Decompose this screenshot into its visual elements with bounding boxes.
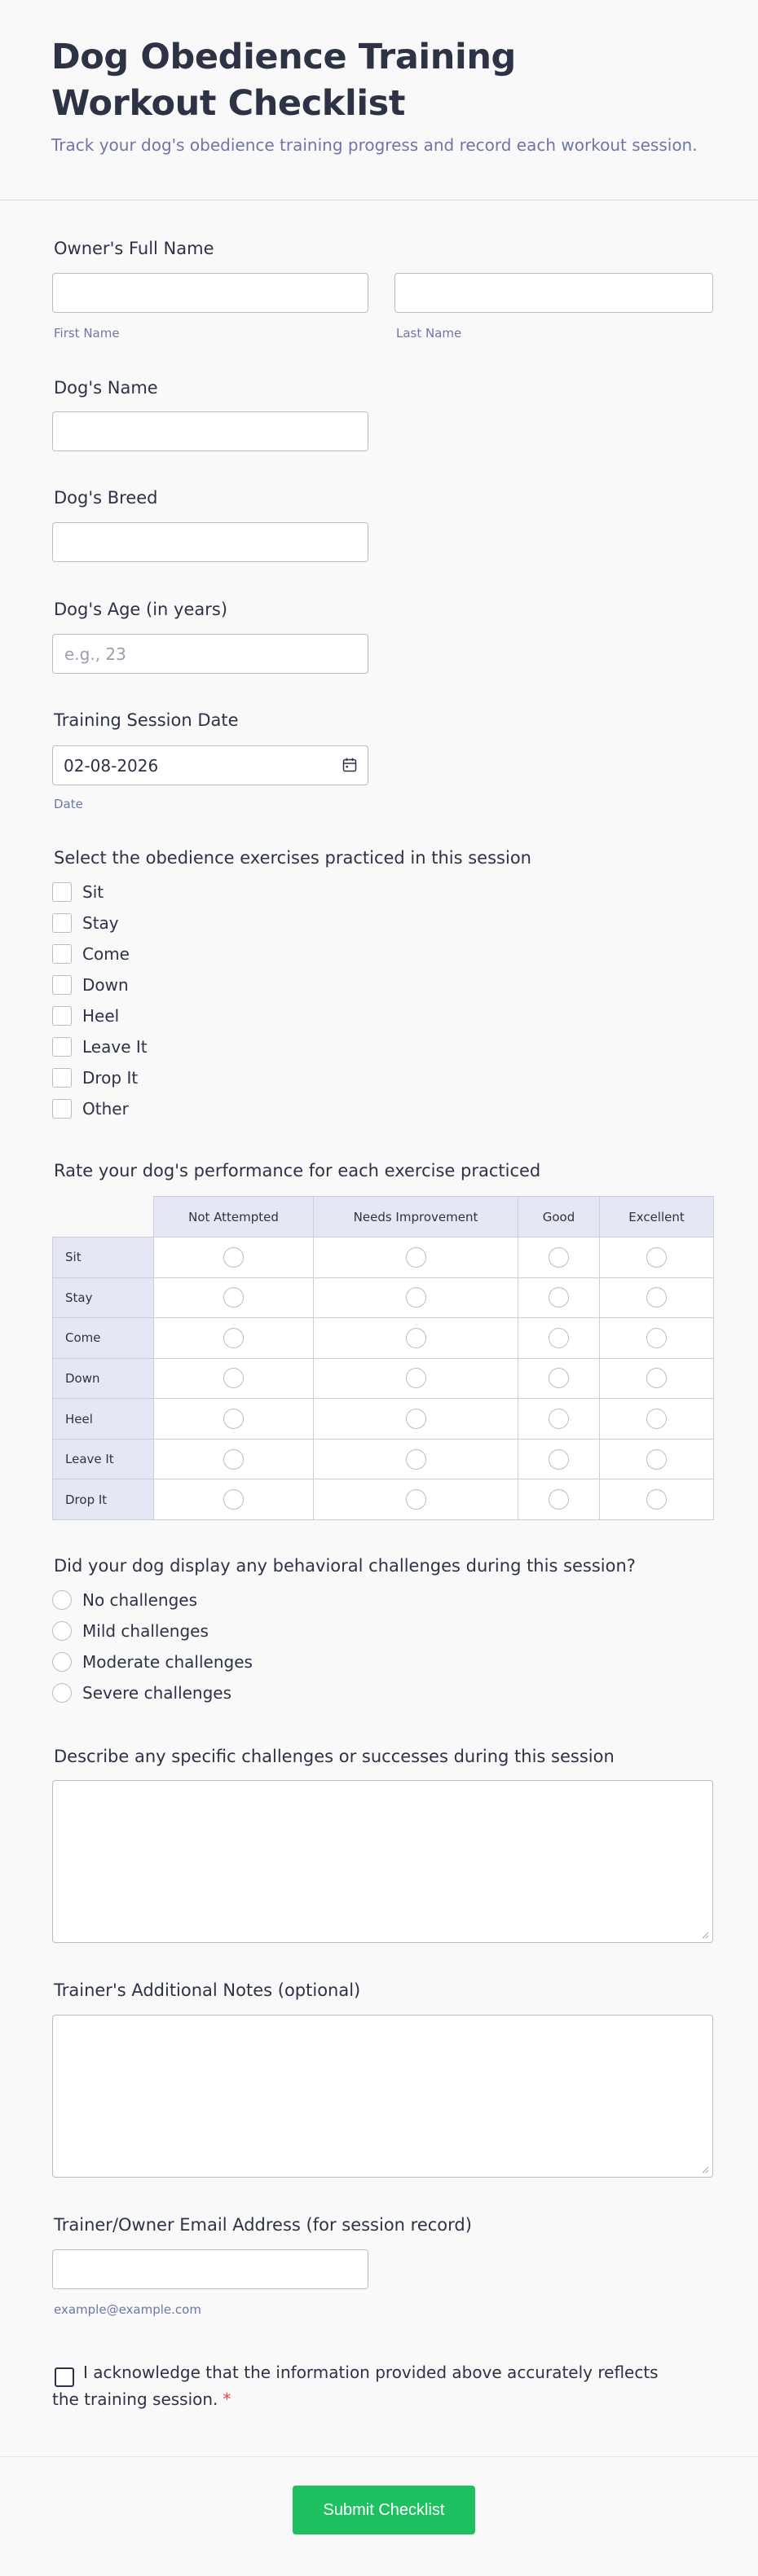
- matrix-row-header: Drop It: [53, 1479, 154, 1520]
- performance-label: Rate your dog's performance for each exercise practiced: [54, 1161, 541, 1180]
- rating-radio[interactable]: [549, 1449, 569, 1470]
- calendar-icon[interactable]: [342, 757, 358, 773]
- matrix-row: [53, 1358, 714, 1399]
- matrix-column-header: Needs Improvement: [314, 1197, 518, 1237]
- rating-radio[interactable]: [646, 1328, 667, 1348]
- behavior-label: Did your dog display any behavioral challenges during this session?: [54, 1556, 636, 1576]
- radio-button[interactable]: [52, 1683, 72, 1703]
- matrix-row-header: Down: [53, 1358, 154, 1399]
- radio-button[interactable]: [52, 1590, 72, 1610]
- resize-handle-icon[interactable]: [701, 1931, 709, 1939]
- matrix-row-header: Leave It: [53, 1439, 154, 1479]
- rating-radio[interactable]: [223, 1368, 244, 1388]
- rating-radio[interactable]: [549, 1489, 569, 1510]
- exercise-option-label: Drop It: [82, 1068, 139, 1088]
- checkbox[interactable]: [52, 1037, 72, 1057]
- dog-name-label: Dog's Name: [54, 378, 158, 398]
- session-date-label: Training Session Date: [54, 710, 239, 730]
- matrix-row-header: Heel: [53, 1399, 154, 1440]
- rating-radio[interactable]: [223, 1328, 244, 1348]
- exercise-option-label: Down: [82, 975, 129, 995]
- email-label: Trainer/Owner Email Address (for session record): [54, 2215, 472, 2235]
- trainer-notes-label: Trainer's Additional Notes (optional): [54, 1980, 361, 2000]
- email-sublabel: example@example.com: [54, 2302, 201, 2317]
- dog-age-input[interactable]: [52, 634, 368, 674]
- rating-radio[interactable]: [646, 1287, 667, 1308]
- session-date-input[interactable]: [52, 745, 368, 785]
- matrix-column-header: Not Attempted: [154, 1197, 314, 1237]
- rating-radio[interactable]: [646, 1449, 667, 1470]
- owner-first-name-input[interactable]: [52, 273, 368, 313]
- behavior-option-label: Moderate challenges: [82, 1652, 253, 1672]
- exercise-option-label: Sit: [82, 882, 104, 902]
- footer-divider: [0, 2456, 758, 2457]
- exercise-option-label: Heel: [82, 1006, 120, 1026]
- checkbox[interactable]: [52, 1068, 72, 1088]
- rating-radio[interactable]: [406, 1328, 426, 1348]
- radio-button[interactable]: [52, 1621, 72, 1641]
- dog-age-label: Dog's Age (in years): [54, 600, 228, 619]
- exercise-option-label: Come: [82, 944, 130, 964]
- matrix-row-header: Sit: [53, 1237, 154, 1278]
- rating-radio[interactable]: [406, 1368, 426, 1388]
- rating-radio[interactable]: [406, 1247, 426, 1268]
- challenges-label: Describe any specific challenges or successes during this session: [54, 1747, 615, 1766]
- behavior-option-label: Mild challenges: [82, 1621, 209, 1641]
- rating-radio[interactable]: [406, 1409, 426, 1429]
- exercise-option-label: Other: [82, 1099, 129, 1119]
- checkbox[interactable]: [52, 913, 72, 933]
- exercise-option-label: Stay: [82, 913, 119, 933]
- rating-radio[interactable]: [549, 1247, 569, 1268]
- form-header: [0, 0, 758, 200]
- dog-breed-input[interactable]: [52, 522, 368, 562]
- trainer-notes-textarea[interactable]: [52, 2015, 713, 2178]
- owner-last-name-input[interactable]: [394, 273, 713, 313]
- email-input[interactable]: [52, 2249, 368, 2289]
- matrix-row: [53, 1277, 714, 1318]
- behavior-option-label: No challenges: [82, 1590, 197, 1610]
- dog-name-input[interactable]: [52, 411, 368, 451]
- checkbox[interactable]: [52, 1006, 72, 1026]
- rating-radio[interactable]: [549, 1409, 569, 1429]
- rating-radio[interactable]: [646, 1409, 667, 1429]
- rating-radio[interactable]: [406, 1287, 426, 1308]
- rating-radio[interactable]: [223, 1287, 244, 1308]
- session-date-sublabel: Date: [54, 797, 83, 811]
- resize-handle-icon[interactable]: [701, 2165, 709, 2174]
- matrix-row-header: Stay: [53, 1277, 154, 1318]
- dog-breed-label: Dog's Breed: [54, 488, 158, 508]
- challenges-textarea[interactable]: [52, 1780, 713, 1943]
- rating-radio[interactable]: [223, 1247, 244, 1268]
- checkbox[interactable]: [52, 882, 72, 902]
- session-date-value: 02-08-2026: [64, 756, 159, 776]
- matrix-row: [53, 1399, 714, 1440]
- acknowledgment-text: I acknowledge that the information provided above accurately reflects the training session.: [52, 2363, 659, 2409]
- rating-radio[interactable]: [549, 1368, 569, 1388]
- rating-radio[interactable]: [223, 1409, 244, 1429]
- first-name-sublabel: First Name: [54, 326, 120, 341]
- matrix-corner: [53, 1197, 154, 1237]
- radio-button[interactable]: [52, 1652, 72, 1672]
- rating-radio[interactable]: [223, 1489, 244, 1510]
- matrix-column-header: Excellent: [600, 1197, 714, 1237]
- checkbox[interactable]: [52, 1099, 72, 1119]
- rating-radio[interactable]: [549, 1287, 569, 1308]
- exercises-label: Select the obedience exercises practiced in this session: [54, 848, 531, 868]
- matrix-column-header: Good: [518, 1197, 600, 1237]
- form-title: Dog Obedience Training Workout Checklist: [51, 37, 516, 124]
- matrix-row: [53, 1237, 714, 1278]
- required-asterisk: *: [223, 2389, 231, 2409]
- rating-radio[interactable]: [223, 1449, 244, 1470]
- behavior-option-label: Severe challenges: [82, 1683, 232, 1703]
- matrix-row: [53, 1439, 714, 1479]
- matrix-row: [53, 1479, 714, 1520]
- owner-name-label: Owner's Full Name: [54, 239, 214, 258]
- submit-button[interactable]: Submit Checklist: [293, 2486, 475, 2534]
- rating-radio[interactable]: [646, 1247, 667, 1268]
- rating-radio[interactable]: [406, 1449, 426, 1470]
- rating-radio[interactable]: [646, 1489, 667, 1510]
- form-description: Track your dog's obedience training progress and record each workout session.: [51, 135, 698, 155]
- rating-radio[interactable]: [406, 1489, 426, 1510]
- matrix-row: [53, 1318, 714, 1359]
- performance-matrix: [52, 1196, 714, 1520]
- acknowledgment-label: [52, 2359, 672, 2413]
- checkbox[interactable]: [52, 975, 72, 995]
- checkbox[interactable]: [52, 944, 72, 964]
- rating-radio[interactable]: [646, 1368, 667, 1388]
- rating-radio[interactable]: [549, 1328, 569, 1348]
- last-name-sublabel: Last Name: [396, 326, 462, 341]
- matrix-row-header: Come: [53, 1318, 154, 1359]
- exercise-option-label: Leave It: [82, 1037, 148, 1057]
